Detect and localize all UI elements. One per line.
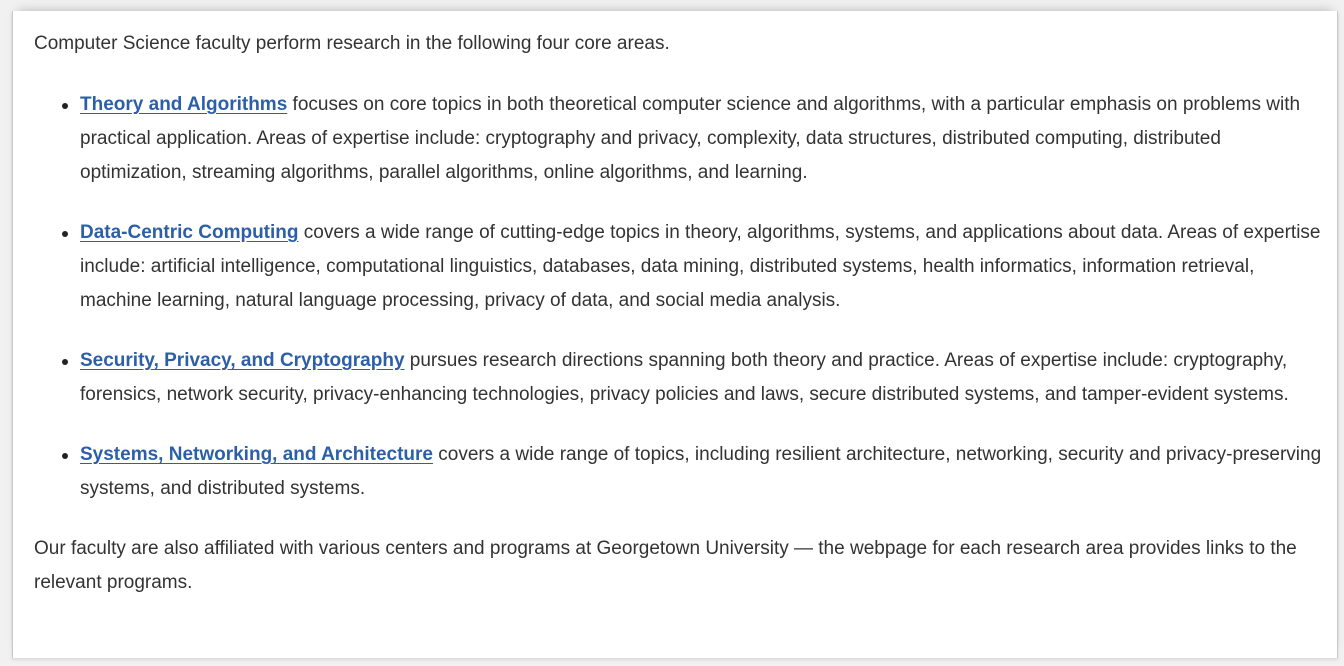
theory-algorithms-link[interactable]: Theory and Algorithms bbox=[80, 94, 288, 115]
bullet-icon bbox=[62, 103, 68, 109]
intro-paragraph: Computer Science faculty perform research in the following four core areas. bbox=[34, 33, 670, 54]
area-description: covers a wide range of cutting-edge topics in theory, algorithms, systems, and applications about data. Areas of expertise include: artificial intelligence, computational linguistics, databases, data mining, distributed systems, health informatics, information retrieval, machine learning, natural language processing, privacy of data, and social media analysis. bbox=[80, 222, 1321, 311]
bullet-icon bbox=[62, 231, 68, 237]
list-item-security-privacy-cryptography bbox=[34, 344, 1324, 412]
list-item-systems-networking-architecture bbox=[34, 438, 1324, 506]
systems-networking-architecture-link[interactable]: Systems, Networking, and Architecture bbox=[80, 444, 434, 465]
security-privacy-cryptography-link[interactable]: Security, Privacy, and Cryptography bbox=[80, 350, 405, 371]
bullet-icon bbox=[62, 359, 68, 365]
article-body bbox=[34, 27, 1324, 600]
data-centric-computing-link[interactable]: Data-Centric Computing bbox=[80, 222, 299, 243]
outro-paragraph: Our faculty are also affiliated with various centers and programs at Georgetown University — the webpage for each research area provides links to the relevant programs. bbox=[34, 538, 1297, 593]
research-areas-list bbox=[34, 88, 1324, 506]
area-description: focuses on core topics in both theoretical computer science and algorithms, with a particular emphasis on problems with practical application. Areas of expertise include: cryptography and privacy, complexity, data structures, distributed computing, distributed optimization, streaming algorithms, parallel algorithms, online algorithms, and learning. bbox=[80, 94, 1301, 183]
list-item-theory-algorithms bbox=[34, 88, 1324, 190]
area-description: pursues research directions spanning both theory and practice. Areas of expertise include: cryptography, forensics, network security, privacy-enhancing technologies, privacy policies and laws, secure distributed systems, and tamper-evident systems. bbox=[80, 350, 1289, 405]
list-item-data-centric-computing bbox=[34, 216, 1324, 318]
bullet-icon bbox=[62, 453, 68, 459]
content-panel bbox=[12, 11, 1338, 658]
area-description: covers a wide range of topics, including resilient architecture, networking, security and privacy-preserving systems, and distributed systems. bbox=[80, 444, 1322, 499]
